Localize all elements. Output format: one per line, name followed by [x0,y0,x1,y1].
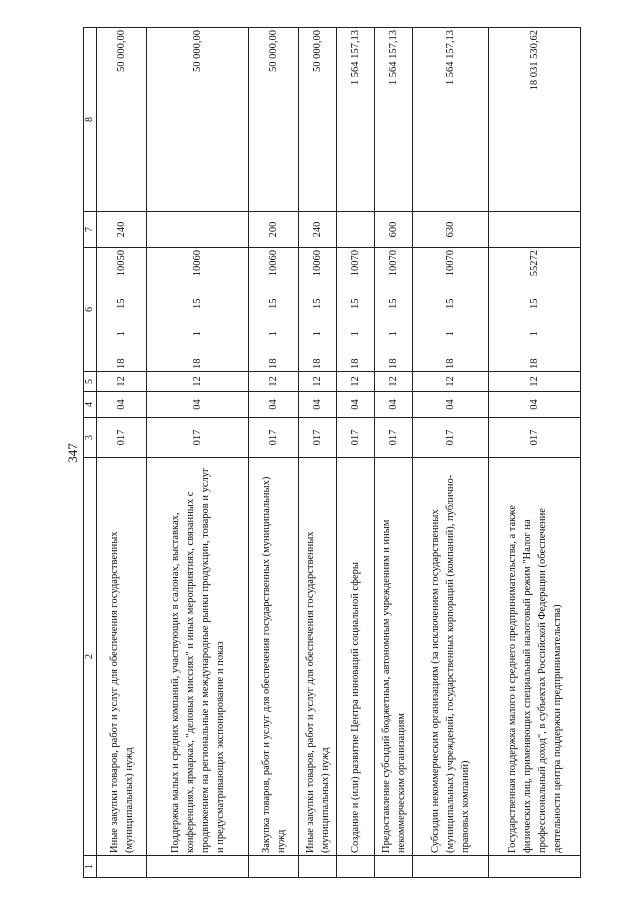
row-csr [375,248,413,372]
row-rz: 04 [489,392,581,418]
row-pr: 12 [249,372,299,392]
csr-part: 1 [312,331,323,337]
row-grbs: 017 [299,418,337,458]
table-row [337,28,375,878]
csr-code [445,250,456,369]
row-vr [147,212,249,248]
csr-part: 10050 [116,250,127,277]
budget-table [83,27,581,878]
row-grbs: 017 [147,418,249,458]
row-blank-cell [299,856,337,878]
table-body [84,28,581,878]
row-grbs: 017 [489,418,581,458]
table-row [97,28,147,878]
column-number-row [84,28,97,878]
csr-code [529,250,540,369]
csr-code [268,250,279,369]
row-amount: 1 564 157,13 [337,28,375,212]
row-csr [97,248,147,372]
row-csr [147,248,249,372]
row-pr: 12 [147,372,249,392]
csr-code [350,250,361,369]
row-rz: 04 [337,392,375,418]
row-blank-cell [337,856,375,878]
row-csr [249,248,299,372]
row-rz: 04 [97,392,147,418]
landscape-content [60,28,580,878]
row-rz: 04 [413,392,489,418]
csr-part: 1 [116,331,127,337]
row-amount: 50 000,00 [147,28,249,212]
table-row [489,28,581,878]
row-grbs: 017 [97,418,147,458]
row-amount: 50 000,00 [97,28,147,212]
csr-code [388,250,399,369]
row-name: Создание и (или) развитие Центра инноваций социальной сферы [337,458,375,856]
row-csr [489,248,581,372]
table-row [299,28,337,878]
csr-code [312,250,323,369]
csr-part: 1 [350,331,361,337]
row-csr [299,248,337,372]
row-vr: 600 [375,212,413,248]
column-header: 6 [84,248,97,372]
csr-part: 15 [529,298,540,309]
page-number: 347 [65,443,80,463]
row-vr: 240 [97,212,147,248]
csr-part: 18 [445,358,456,369]
csr-part: 15 [350,298,361,309]
row-grbs: 017 [337,418,375,458]
row-blank-cell [375,856,413,878]
row-csr [337,248,375,372]
csr-part: 10060 [192,250,203,277]
table-row [147,28,249,878]
csr-part: 10060 [312,250,323,277]
row-name: Субсидии некоммерческим организациям (за исключением государственных (муниципальных) учреждений, государственных корпораций (компаний), публично-правовых компаний) [413,458,489,856]
csr-part: 15 [192,298,203,309]
csr-part: 15 [445,298,456,309]
csr-part: 18 [268,358,279,369]
row-pr: 12 [413,372,489,392]
table-row [249,28,299,878]
row-blank-cell [489,856,581,878]
row-amount: 1 564 157,13 [413,28,489,212]
csr-part: 1 [445,331,456,337]
table-row [375,28,413,878]
row-vr [489,212,581,248]
csr-part: 10070 [388,250,399,277]
csr-part: 1 [268,331,279,337]
row-vr: 630 [413,212,489,248]
row-name: Предоставление субсидий бюджетным, автономным учреждениям и иным некоммерческим организациям [375,458,413,856]
csr-part: 18 [388,358,399,369]
column-header: 8 [84,28,97,212]
csr-part: 18 [350,358,361,369]
csr-part: 1 [192,331,203,337]
row-amount: 50 000,00 [249,28,299,212]
row-vr [337,212,375,248]
column-header: 1 [84,856,97,878]
table-row [413,28,489,878]
row-vr: 240 [299,212,337,248]
row-blank-cell [147,856,249,878]
row-name: Государственная поддержка малого и среднего предпринимательства, а также физических лиц, применяющих специальный налоговый режим "Налог на профессиональный доход", в субъектах Российской Федерации (обеспечение деятельности центра поддержки предпринимательства) [489,458,581,856]
row-rz: 04 [249,392,299,418]
csr-part: 18 [529,358,540,369]
row-name: Поддержка малых и средних компаний, участвующих в салонах, выставках, конференциях, ярмарках, "деловых миссиях" и иных мероприятиях, связанных с продвижением на региональные и международные рынки продукции, товаров и услуг и предусматривающих экспонирование и показ [147,458,249,856]
row-blank-cell [97,856,147,878]
csr-part: 10070 [350,250,361,277]
row-name: Иные закупки товаров, работ и услуг для обеспечения государственных (муниципальных) нужд [299,458,337,856]
column-header: 3 [84,418,97,458]
row-rz: 04 [147,392,249,418]
column-header: 2 [84,458,97,856]
csr-part: 10070 [445,250,456,277]
row-grbs: 017 [375,418,413,458]
row-grbs: 017 [413,418,489,458]
column-header: 7 [84,212,97,248]
csr-part: 18 [116,358,127,369]
csr-part: 15 [116,298,127,309]
row-pr: 12 [489,372,581,392]
csr-code [192,250,203,369]
row-name: Закупка товаров, работ и услуг для обеспечения государственных (муниципальных) нужд [249,458,299,856]
row-amount: 50 000,00 [299,28,337,212]
row-rz: 04 [299,392,337,418]
row-pr: 12 [337,372,375,392]
csr-part: 15 [268,298,279,309]
csr-part: 10060 [268,250,279,277]
row-grbs: 017 [249,418,299,458]
csr-part: 18 [192,358,203,369]
csr-part: 1 [529,331,540,337]
column-header: 5 [84,372,97,392]
row-amount: 18 031 530,62 [489,28,581,212]
row-pr: 12 [375,372,413,392]
column-header: 4 [84,392,97,418]
row-rz: 04 [375,392,413,418]
csr-part: 15 [388,298,399,309]
csr-part: 55272 [529,250,540,277]
row-pr: 12 [97,372,147,392]
row-pr: 12 [299,372,337,392]
row-name: Иные закупки товаров, работ и услуг для обеспечения государственных (муниципальных) нужд [97,458,147,856]
row-blank-cell [249,856,299,878]
row-vr: 200 [249,212,299,248]
csr-part: 15 [312,298,323,309]
rotated-page [60,28,580,878]
row-blank-cell [413,856,489,878]
csr-code [116,250,127,369]
row-amount: 1 564 157,13 [375,28,413,212]
csr-part: 18 [312,358,323,369]
row-csr [413,248,489,372]
csr-part: 1 [388,331,399,337]
